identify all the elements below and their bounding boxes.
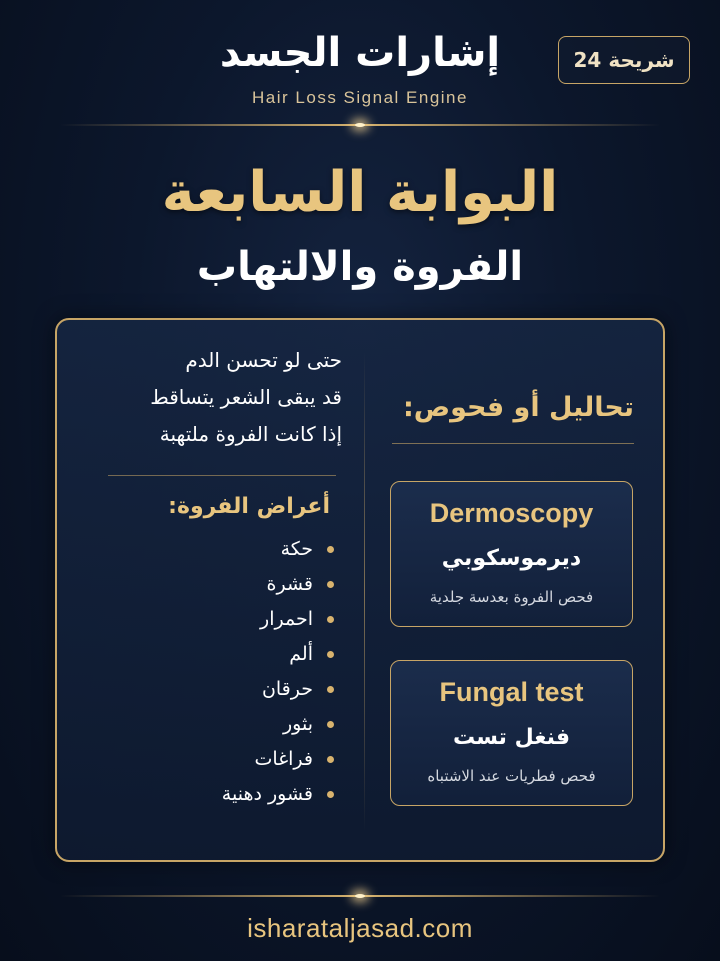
symptom-label: فراغات [254,748,313,770]
bullet-icon [327,686,334,693]
test-card-dermoscopy [390,481,633,627]
bullet-icon [327,756,334,763]
bullet-icon [327,581,334,588]
symptom-label: حكة [280,538,313,560]
list-item [90,567,334,602]
symptom-label: حرقان [261,678,313,700]
bottom-glow-accent [355,894,365,898]
test-name-en: Fungal test [439,677,584,707]
bullet-icon [327,546,334,553]
brand-subtitle: Hair Loss Signal Engine [252,88,468,107]
list-item [90,707,334,742]
bullet-icon [327,721,334,728]
website-link[interactable]: isharataljasad.com [247,913,473,943]
brand-title: إشارات الجسد [219,30,501,76]
list-item [90,637,334,672]
bullet-icon [327,651,334,658]
symptom-label: ألم [289,643,313,665]
test-card-fungal [390,660,633,806]
top-glow-accent [355,123,365,127]
test-description: فحص الفروة بعدسة جلدية [429,588,594,606]
symptom-label: قشرة [266,573,313,595]
intro-divider [108,475,336,476]
intro-line: حتى لو تحسن الدم [185,348,342,372]
test-description: فحص فطريات عند الاشتباه [427,767,596,785]
intro-line: قد يبقى الشعر يتساقط [150,385,342,409]
test-name-en: Dermoscopy [429,498,594,528]
bullet-icon [327,791,334,798]
list-item [90,672,334,707]
slide-number-badge: شريحة 24 [558,36,690,84]
test-name-ar: فنغل تست [452,725,571,750]
page-subtitle: الفروة والالتهاب [196,244,524,290]
tests-heading: تحاليل أو فحوص: [402,392,634,423]
list-item [90,602,334,637]
page-title: البوابة السابعة [161,160,559,225]
tests-divider [392,443,634,444]
intro-text [90,342,342,453]
symptoms-list [90,532,334,812]
column-divider [364,352,365,832]
symptoms-heading: أعراض الفروة: [168,494,330,519]
intro-line: إذا كانت الفروة ملتهبة [159,422,342,446]
bullet-icon [327,616,334,623]
list-item [90,532,334,567]
test-name-ar: ديرموسكوبي [441,546,582,571]
list-item [90,777,334,812]
symptom-label: بثور [282,713,313,735]
symptom-label: قشور دهنية [221,783,313,805]
list-item [90,742,334,777]
symptom-label: احمرار [260,608,313,630]
